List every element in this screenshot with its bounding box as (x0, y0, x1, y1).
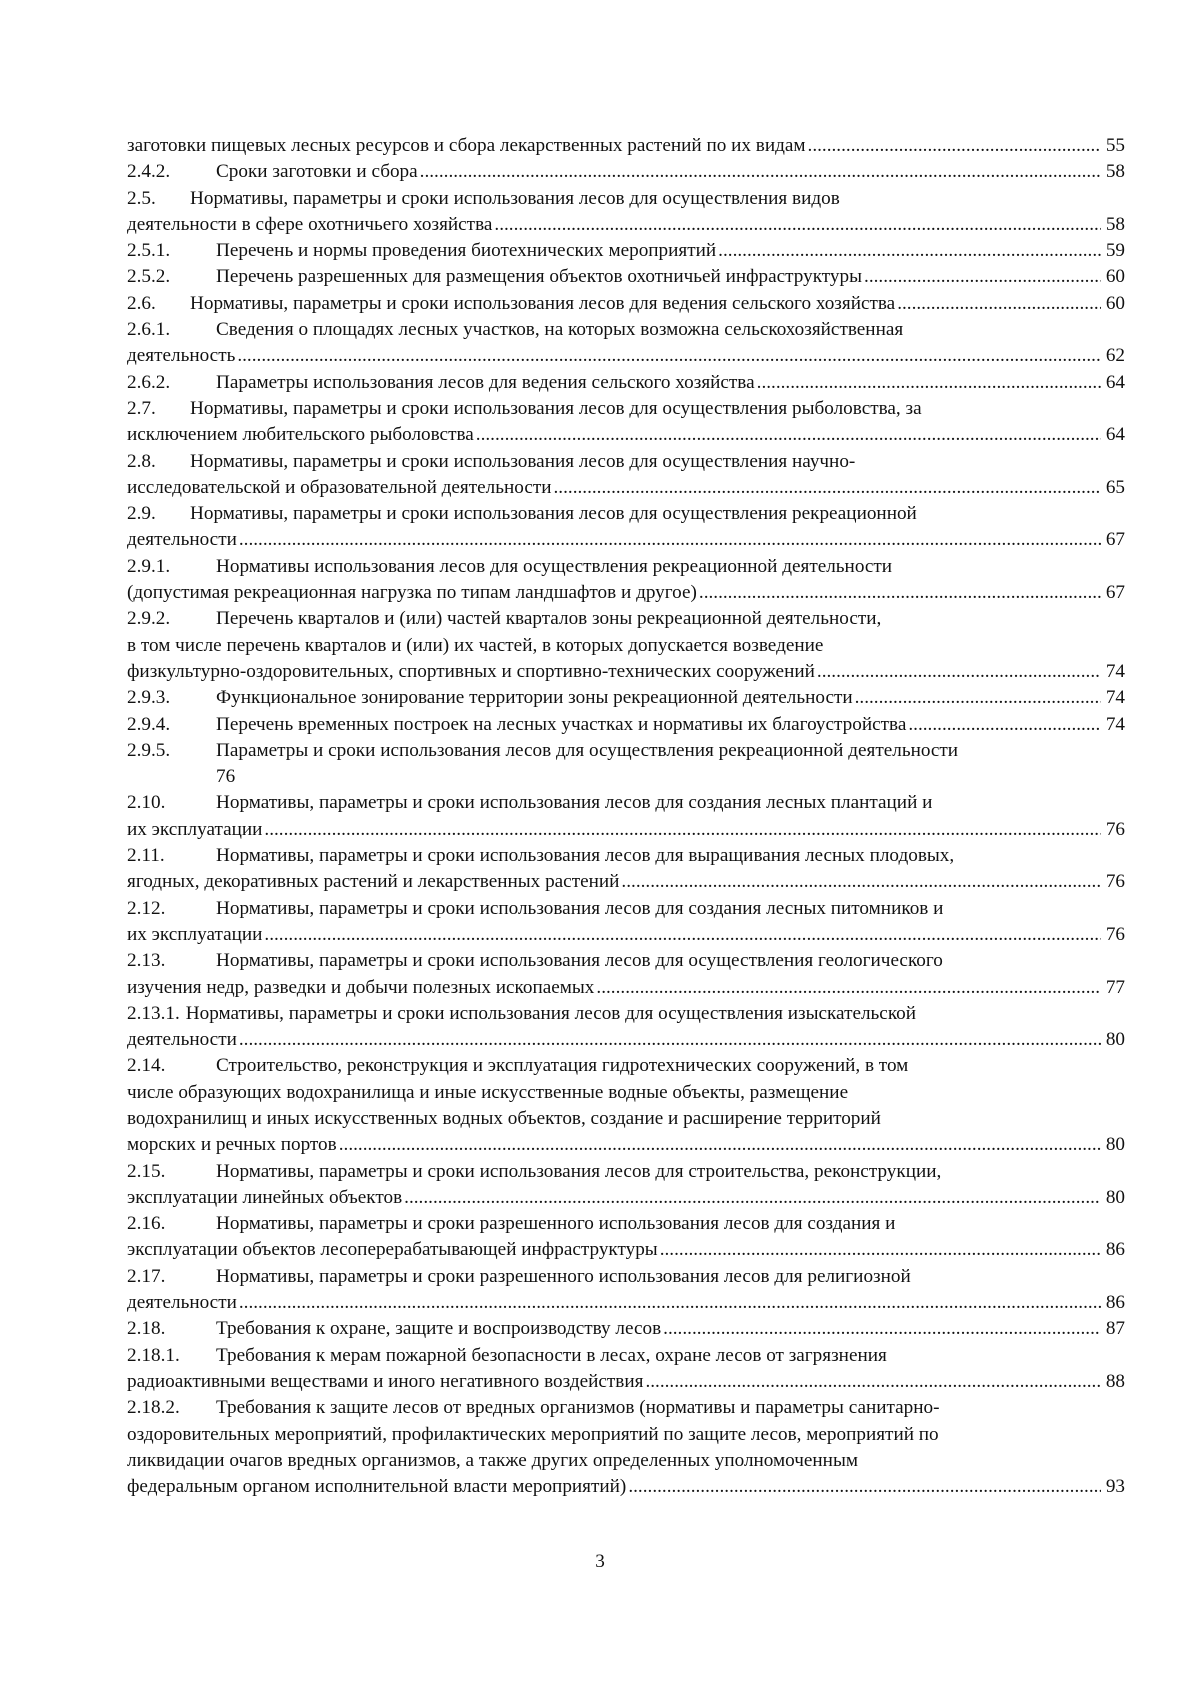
toc-entry (127, 501, 1125, 554)
toc-entry-number: 2.14. (127, 1055, 166, 1077)
toc-leader (817, 659, 1101, 685)
toc-entry-title-cont: эксплуатации линейных объектов (127, 1186, 403, 1208)
toc-leader (239, 1290, 1101, 1316)
toc-page-number: 74 (1105, 687, 1125, 709)
toc-entry-title: Функциональное зонирование территории зоны рекреационной деятельности (216, 687, 853, 709)
toc-entry-title: Нормативы, параметры и сроки разрешенного использования лесов для религиозной (216, 1265, 911, 1287)
toc-entry-title-cont: исключением любительского рыболовства (127, 424, 474, 446)
toc-page-number: 59 (1105, 240, 1125, 262)
toc-leader (420, 159, 1101, 185)
toc-entry (127, 449, 1125, 502)
toc-page-number: 64 (1105, 371, 1125, 393)
toc-entry (127, 1264, 1125, 1317)
toc-entry-title: Перечень кварталов и (или) частей кварталов зоны рекреационной деятельности, (216, 608, 882, 630)
toc-page-number: 60 (1105, 292, 1125, 314)
toc-entry-title: заготовки пищевых лесных ресурсов и сбора лекарственных растений по их видам (127, 135, 806, 156)
toc-entry-number: 2.6.2. (127, 371, 171, 393)
toc-entry-title: Нормативы, параметры и сроки использования лесов для осуществления научно- (190, 450, 856, 472)
toc-entry-number: 2.10. (127, 792, 166, 814)
toc-leader (404, 1185, 1101, 1211)
toc-entry-title: Требования к мерам пожарной безопасности в лесах, охране лесов от загрязнения (216, 1344, 887, 1366)
toc-entry (127, 317, 1125, 370)
toc-entry-number: 2.12. (127, 897, 166, 919)
toc-leader (264, 817, 1101, 843)
toc-entry-number: 2.16. (127, 1213, 166, 1235)
toc-page-number: 58 (1105, 213, 1125, 235)
toc-entry-title: Перечень временных построек на лесных участках и нормативы их благоустройства (216, 713, 907, 735)
toc-page-number: 76 (1105, 818, 1125, 840)
toc-entry-title-cont: в том числе перечень кварталов и (или) их частей, в которых допускается возведение (127, 634, 824, 656)
toc-entry-title: Параметры использования лесов для ведения сельского хозяйства (216, 371, 755, 393)
toc-page-number: 67 (1105, 582, 1125, 604)
toc-entry (127, 790, 1125, 843)
toc-entry-title-cont: ликвидации очагов вредных организмов, а также других определенных уполномоченным (127, 1449, 858, 1471)
toc-entry-number: 2.5.2. (127, 266, 171, 288)
toc-leader (494, 212, 1101, 238)
toc-entry-title: Нормативы, параметры и сроки использования лесов для осуществления видов (190, 187, 840, 209)
toc-leader (660, 1237, 1101, 1263)
toc-leader (554, 475, 1102, 501)
toc-page-number: 60 (1105, 266, 1125, 288)
toc-entry-number: 2.15. (127, 1160, 166, 1182)
toc-entry-title: Нормативы, параметры и сроки использования лесов для осуществления рекреационной (190, 503, 917, 525)
toc-entry-number: 2.8. (127, 450, 156, 472)
toc-entry-number: 2.9.5. (127, 739, 171, 761)
toc-entry-number: 2.11. (127, 845, 165, 867)
toc-entry (127, 685, 1125, 711)
toc-page-number: 87 (1105, 1318, 1125, 1340)
toc-entry-title: Сведения о площадях лесных участков, на которых возможна сельскохозяйственная (216, 319, 904, 341)
toc-page-number: 76 (216, 766, 236, 788)
toc-leader (239, 527, 1101, 553)
toc-entry-number: 2.4.2. (127, 161, 171, 183)
table-of-contents (127, 133, 1125, 1500)
toc-entry (127, 370, 1125, 396)
toc-entry-number: 2.9.4. (127, 713, 171, 735)
toc-page-number: 76 (1105, 871, 1125, 893)
toc-entry-title-cont: водохранилищ и иных искусственных водных объектов, создание и расширение территорий (127, 1107, 881, 1129)
toc-entry (127, 712, 1125, 738)
toc-leader (339, 1132, 1101, 1158)
toc-entry-title: Требования к охране, защите и воспроизводству лесов (216, 1318, 662, 1340)
toc-entry-title: Нормативы, параметры и сроки использования лесов для ведения сельского хозяйства (190, 292, 896, 314)
toc-entry-title: Строительство, реконструкция и эксплуатация гидротехнических сооружений, в том (216, 1055, 909, 1077)
toc-entry-number: 2.13. (127, 950, 166, 972)
toc-leader (864, 264, 1101, 290)
toc-entry-number: 2.13.1. (127, 1002, 180, 1024)
toc-entry (127, 159, 1125, 185)
toc-page-number: 77 (1105, 976, 1125, 998)
toc-entry (127, 948, 1125, 1001)
toc-page-number: 65 (1105, 476, 1125, 498)
toc-entry-title: Параметры и сроки использования лесов для осуществления рекреационной деятельности (216, 739, 959, 761)
toc-entry-title-cont: их эксплуатации (127, 818, 263, 840)
toc-entry (127, 1343, 1125, 1396)
toc-entry (127, 1053, 1125, 1158)
toc-entry-number: 2.18.2. (127, 1397, 180, 1419)
toc-entry-title-cont: деятельности (127, 1292, 237, 1314)
toc-page-number: 64 (1105, 424, 1125, 446)
toc-entry (127, 291, 1125, 317)
toc-leader (237, 343, 1101, 369)
toc-entry (127, 133, 1125, 159)
toc-entry-number: 2.9.1. (127, 555, 171, 577)
toc-entry (127, 1001, 1125, 1054)
toc-entry-title-cont: (допустимая рекреационная нагрузка по типам ландшафтов и другое) (127, 582, 697, 604)
toc-entry-title-cont: радиоактивными веществами и иного негативного воздействия (127, 1370, 644, 1392)
toc-leader (699, 580, 1101, 606)
toc-leader (239, 1027, 1101, 1053)
toc-leader (628, 1474, 1101, 1500)
toc-page-number: 67 (1105, 529, 1125, 551)
toc-entry-number: 2.6.1. (127, 319, 171, 341)
toc-entry (127, 238, 1125, 264)
toc-page-number: 88 (1105, 1370, 1125, 1392)
toc-entry-title-cont: морских и речных портов (127, 1134, 337, 1156)
toc-entry (127, 738, 1125, 791)
toc-entry (127, 843, 1125, 896)
toc-leader (663, 1316, 1101, 1342)
toc-entry-title: Сроки заготовки и сбора (216, 161, 418, 183)
toc-leader (808, 133, 1101, 159)
toc-page-number: 74 (1105, 713, 1125, 735)
toc-entry-title: Перечень разрешенных для размещения объектов охотничьей инфраструктуры (216, 266, 863, 288)
toc-entry-title-cont: федеральным органом исполнительной власти мероприятий) (127, 1476, 627, 1498)
toc-page-number: 58 (1105, 161, 1125, 183)
toc-entry (127, 606, 1125, 685)
toc-entry (127, 186, 1125, 239)
toc-entry (127, 1159, 1125, 1212)
toc-entry-title: Нормативы, параметры и сроки использования лесов для создания лесных плантаций и (216, 792, 933, 814)
toc-entry-number: 2.9. (127, 503, 156, 525)
toc-entry-title-cont: деятельности в сфере охотничьего хозяйства (127, 213, 493, 235)
toc-leader (596, 975, 1101, 1001)
toc-entry-number: 2.18.1. (127, 1344, 180, 1366)
toc-entry-title-cont: ягодных, декоративных растений и лекарственных растений (127, 871, 620, 893)
toc-entry (127, 1211, 1125, 1264)
toc-entry (127, 1316, 1125, 1342)
toc-leader (264, 922, 1101, 948)
toc-entry-title: Нормативы, параметры и сроки использования лесов для выращивания лесных плодовых, (216, 845, 955, 867)
toc-entry-number: 2.9.3. (127, 687, 171, 709)
toc-entry-number: 2.9.2. (127, 608, 171, 630)
toc-entry-title-cont: их эксплуатации (127, 923, 263, 945)
toc-entry-title: Нормативы, параметры и сроки использования лесов для создания лесных питомников и (216, 897, 944, 919)
toc-page-number: 80 (1105, 1186, 1125, 1208)
toc-entry-title: Нормативы, параметры и сроки использования лесов для осуществления изыскательской (185, 1002, 917, 1024)
toc-leader (855, 685, 1101, 711)
toc-entry-number: 2.5. (127, 187, 156, 209)
toc-entry-title-cont: числе образующих водохранилища и иные искусственные водные объекты, размещение (127, 1081, 849, 1103)
toc-page-number: 62 (1105, 345, 1125, 367)
toc-entry (127, 396, 1125, 449)
toc-page-number: 93 (1105, 1476, 1125, 1498)
toc-page-number: 55 (1105, 135, 1125, 156)
toc-entry-number: 2.18. (127, 1318, 166, 1340)
toc-entry-title-cont: деятельности (127, 529, 237, 551)
toc-entry-title: Нормативы, параметры и сроки использования лесов для осуществления рыболовства, за (190, 397, 922, 419)
toc-entry-title: Нормативы, параметры и сроки использования лесов для осуществления геологического (216, 950, 943, 972)
toc-entry-title-cont: деятельность (127, 345, 236, 367)
page-number: 3 (595, 1551, 605, 1572)
toc-entry (127, 264, 1125, 290)
toc-entry-title: Нормативы, параметры и сроки использования лесов для строительства, реконструкции, (216, 1160, 942, 1182)
toc-entry-title-cont: оздоровительных мероприятий, профилактических мероприятий по защите лесов, мероприятий по (127, 1423, 939, 1445)
toc-page-number: 76 (1105, 923, 1125, 945)
toc-entry-title-cont: деятельности (127, 1029, 237, 1051)
toc-page-number: 86 (1105, 1292, 1125, 1314)
toc-page-number: 80 (1105, 1134, 1125, 1156)
toc-entry-title: Нормативы использования лесов для осуществления рекреационной деятельности (216, 555, 893, 577)
toc-leader (757, 370, 1101, 396)
toc-entry-number: 2.6. (127, 292, 156, 314)
toc-entry-title-cont: исследовательской и образовательной деятельности (127, 476, 552, 498)
toc-entry-title-cont: изучения недр, разведки и добычи полезных ископаемых (127, 976, 595, 998)
toc-entry-title: Требования к защите лесов от вредных организмов (нормативы и параметры санитарно- (216, 1397, 940, 1419)
toc-entry-number: 2.7. (127, 397, 156, 419)
toc-entry (127, 1395, 1125, 1500)
toc-entry-number: 2.5.1. (127, 240, 171, 262)
toc-entry-title-cont: эксплуатации объектов лесоперерабатывающей инфраструктуры (127, 1239, 658, 1261)
toc-leader (476, 422, 1101, 448)
toc-leader (897, 291, 1101, 317)
toc-entry-title: Нормативы, параметры и сроки разрешенного использования лесов для создания и (216, 1213, 896, 1235)
toc-leader (621, 869, 1101, 895)
toc-leader (718, 238, 1101, 264)
toc-entry-title: Перечень и нормы проведения биотехнических мероприятий (216, 240, 717, 262)
toc-page-number: 74 (1105, 660, 1125, 682)
toc-leader (645, 1369, 1101, 1395)
toc-entry-title-cont: физкультурно-оздоровительных, спортивных и спортивно-технических сооружений (127, 660, 815, 682)
toc-page-number: 86 (1105, 1239, 1125, 1261)
toc-entry (127, 896, 1125, 949)
toc-entry-number: 2.17. (127, 1265, 166, 1287)
toc-entry (127, 554, 1125, 607)
toc-page-number: 80 (1105, 1029, 1125, 1051)
toc-leader (908, 712, 1101, 738)
